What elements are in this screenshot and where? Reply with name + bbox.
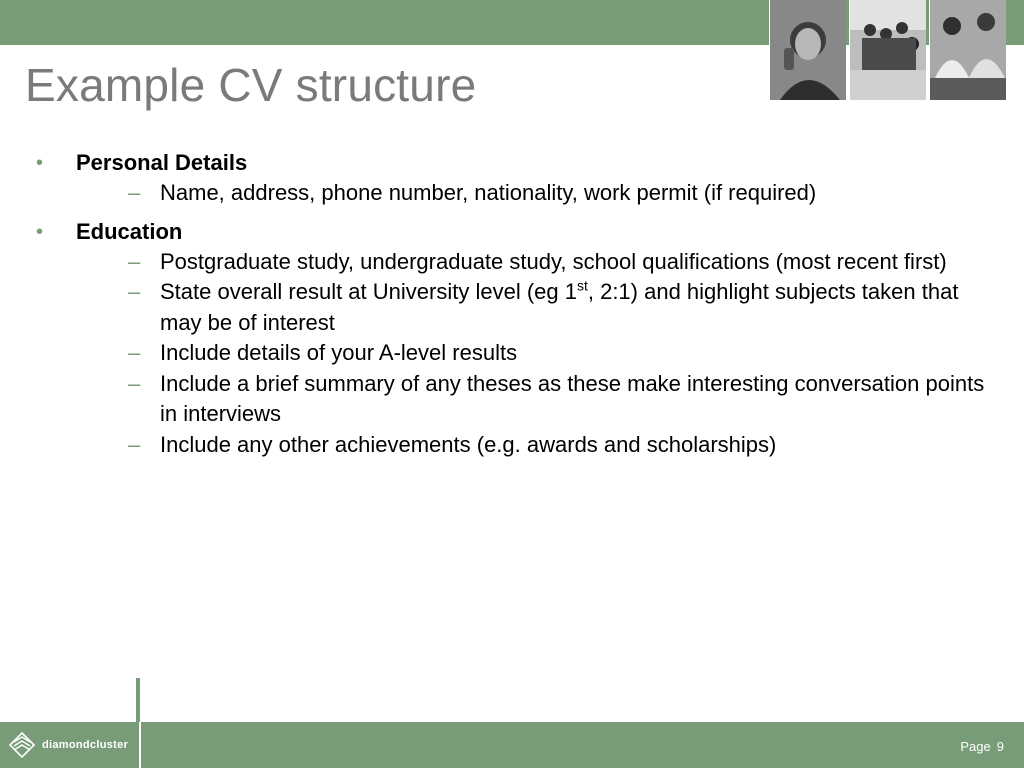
sub-list [76,247,996,461]
company-logo [0,722,138,768]
page-number [960,739,1004,754]
bullet-dot-icon: • [36,152,44,174]
sub-item: – Name, address, phone number, nationality, work permit (if required) [76,178,996,209]
header-photos [769,0,1006,100]
man-on-phone-photo [769,0,846,100]
footer-band [0,722,1024,768]
dash-icon: – [128,431,141,457]
team-at-computer-photo [929,0,1006,100]
sub-list [76,178,996,209]
page-label: Page [960,739,991,754]
meeting-room-photo [849,0,926,100]
sub-item: – Include a brief summary of any theses as these make interesting conversation points in interviews [128,370,985,426]
dash-icon: – [128,180,141,205]
sub-item: – Include any other achievements (e.g. awards and scholarships) [76,430,996,461]
logo-text: diamondcluster [42,739,129,751]
sub-item: – Include details of your A-level results [76,338,996,369]
bullet-label: Personal Details [76,150,248,175]
bullet-personal-details [36,148,996,209]
bullet-dot-icon: • [36,220,44,243]
footer-divider-inner [139,722,141,768]
sub-item: – Postgraduate study, undergraduate study, school qualifications (most recent first) [76,247,996,278]
superscript: st [576,277,588,294]
diamond-logo-icon [8,731,36,759]
dash-icon: – [128,248,141,274]
dash-icon: – [128,370,141,396]
bullet-label: Education [76,218,183,244]
slide-content [36,148,996,460]
dash-icon: – [128,279,141,304]
dash-icon: – [128,340,141,365]
bullet-education [36,217,996,461]
slide-title: Example CV structure [25,59,477,111]
page-value: 9 [996,739,1004,754]
sub-item: – State overall result at University level (eg 1st, 2:1) and highlight subjects taken that may be of interest [128,277,959,335]
